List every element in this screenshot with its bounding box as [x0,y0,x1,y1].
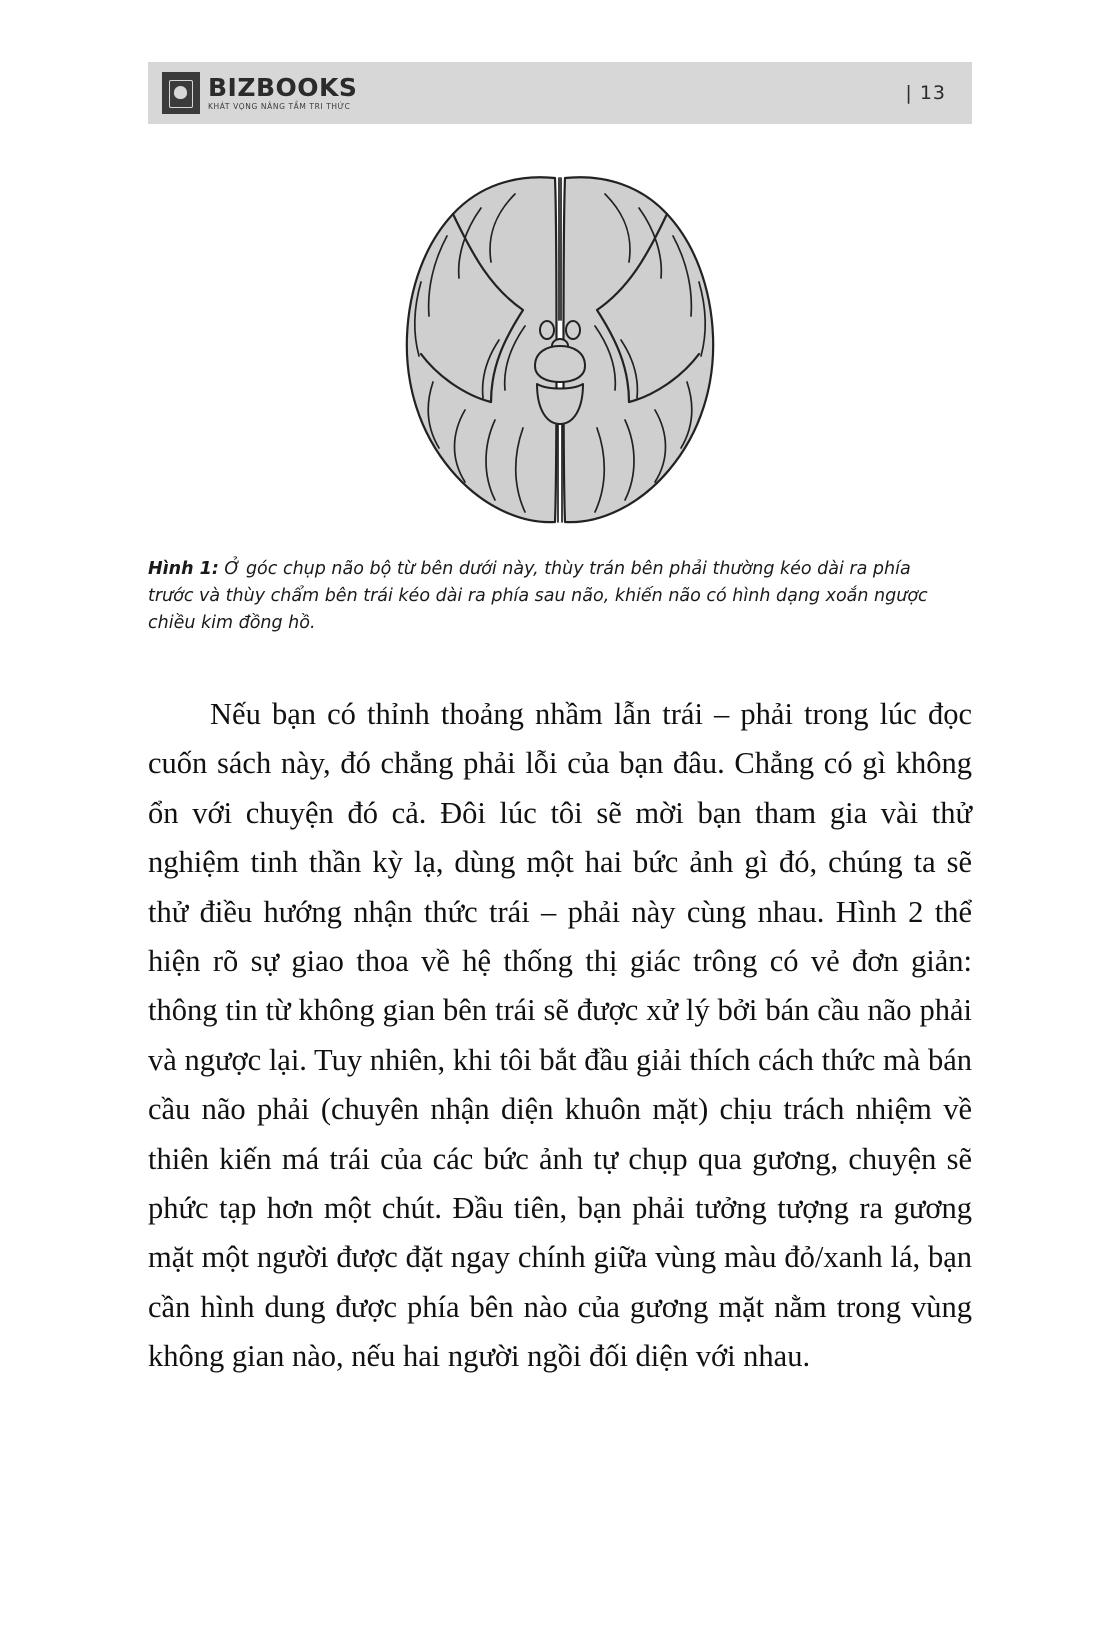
figure-caption [148,556,948,637]
page-number: | 13 [905,82,946,104]
figure-caption-text: Ở góc chụp não bộ từ bên dưới này, thùy trán bên phải thường kéo dài ra phía trước và thùy chẩm bên trái kéo dài ra phía sau não, khiến não có hình dạng xoắn ngược chiều kim đồng hồ. [148,559,928,634]
page-header [148,62,972,124]
figure-brain [148,150,972,550]
brand-name: BIZBOOKS [208,73,358,103]
body-text [148,690,972,1382]
brain-illustration-icon [395,170,725,530]
brand-tagline: KHÁT VỌNG NÂNG TẦM TRI THỨC [208,102,351,112]
brand-logo [148,72,357,114]
bizbooks-logo-icon [162,72,200,114]
figure-caption-label: Hình 1: [148,559,219,579]
brand-text [208,75,357,111]
body-paragraph: Nếu bạn có thỉnh thoảng nhầm lẫn trái – phải trong lúc đọc cuốn sách này, đó chẳng phải lỗi của bạn đâu. Chẳng có gì không ổn với chuyện đó cả. Đôi lúc tôi sẽ mời bạn tham gia vài thử nghiệm tinh thần kỳ lạ, dùng một hai bức ảnh gì đó, chúng ta sẽ thử điều hướng nhận thức trái – phải này cùng nhau. Hình 2 thể hiện rõ sự giao thoa về hệ thống thị giác trông có vẻ đơn giản: thông tin từ không gian bên trái sẽ được xử lý bởi bán cầu não phải và ngược lại. Tuy nhiên, khi tôi bắt đầu giải thích cách thức mà bán cầu não phải (chuyên nhận diện khuôn mặt) chịu trách nhiệm về thiên kiến má trái của các bức ảnh tự chụp qua gương, chuyện sẽ phức tạp hơn một chút. Đầu tiên, bạn phải tưởng tượng ra gương mặt một người được đặt ngay chính giữa vùng màu đỏ/xanh lá, bạn cần hình dung được phía bên nào của gương mặt nằm trong vùng không gian nào, nếu hai người ngồi đối diện với nhau. [148,697,972,1374]
